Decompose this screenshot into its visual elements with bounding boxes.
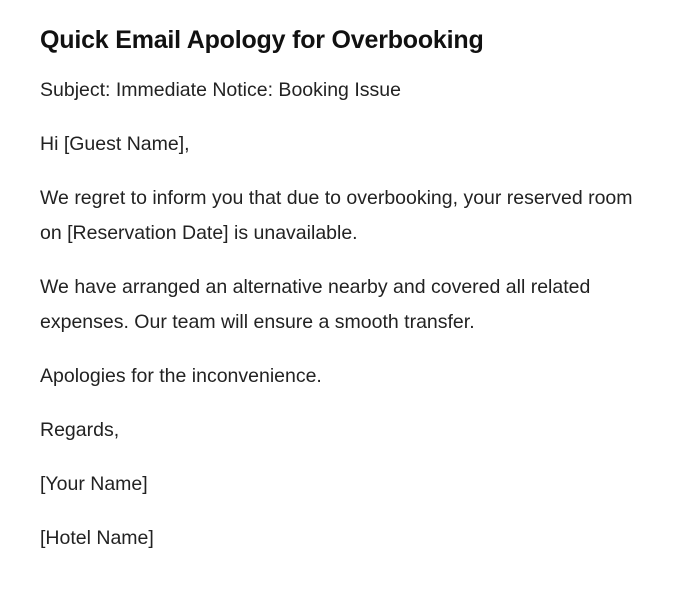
email-hotel-name: [Hotel Name] xyxy=(40,526,154,549)
email-paragraph-overbooking-notice: We regret to inform you that due to overbooking, your reserved room on [Reservation Date] is unavailable. xyxy=(40,186,633,244)
document-title: Quick Email Apology for Overbooking xyxy=(40,26,484,54)
email-greeting: Hi [Guest Name], xyxy=(40,132,190,155)
email-paragraph-alternative-arrangement: We have arranged an alternative nearby and covered all related expenses. Our team will ensure a smooth transfer. xyxy=(40,275,591,333)
email-subject: Subject: Immediate Notice: Booking Issue xyxy=(40,78,401,101)
email-closing: Regards, xyxy=(40,418,120,441)
email-sender-name: [Your Name] xyxy=(40,472,148,495)
email-paragraph-apology: Apologies for the inconvenience. xyxy=(40,364,322,387)
